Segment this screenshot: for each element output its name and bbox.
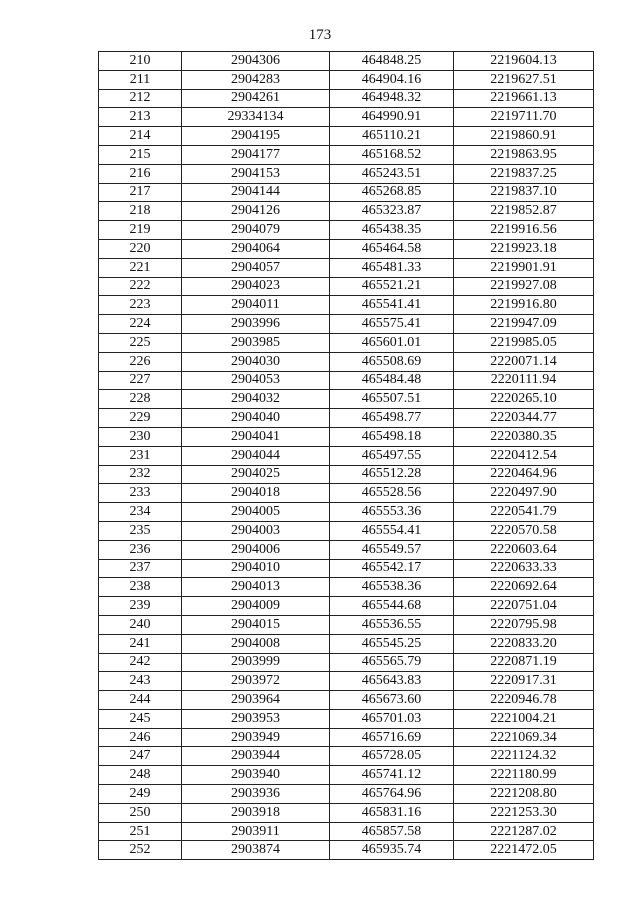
x-coordinate-cell: 465565.79 [330,653,454,672]
table-row [99,70,594,89]
x-coordinate-cell: 465243.51 [330,164,454,183]
y-coordinate-cell: 2219901.91 [454,258,594,277]
point-id-cell: 2904057 [182,258,330,277]
point-id-cell: 2904032 [182,390,330,409]
table-row [99,296,594,315]
point-id-cell: 2904008 [182,634,330,653]
point-number-cell: 237 [99,559,182,578]
y-coordinate-cell: 2219916.56 [454,221,594,240]
x-coordinate-cell: 465498.18 [330,427,454,446]
y-coordinate-cell: 2219852.87 [454,202,594,221]
y-coordinate-cell: 2221287.02 [454,822,594,841]
y-coordinate-cell: 2220692.64 [454,578,594,597]
point-id-cell: 2904005 [182,503,330,522]
x-coordinate-cell: 465268.85 [330,183,454,202]
point-number-cell: 221 [99,258,182,277]
x-coordinate-cell: 465857.58 [330,822,454,841]
point-number-cell: 219 [99,221,182,240]
y-coordinate-cell: 2219860.91 [454,127,594,146]
point-id-cell: 2904261 [182,89,330,108]
point-number-cell: 241 [99,634,182,653]
x-coordinate-cell: 465673.60 [330,691,454,710]
point-id-cell: 2904195 [182,127,330,146]
table-row [99,540,594,559]
table-row [99,597,594,616]
y-coordinate-cell: 2220570.58 [454,521,594,540]
table-row [99,766,594,785]
x-coordinate-cell: 465498.77 [330,409,454,428]
y-coordinate-cell: 2221472.05 [454,841,594,860]
x-coordinate-cell: 465542.17 [330,559,454,578]
point-number-cell: 211 [99,70,182,89]
y-coordinate-cell: 2220464.96 [454,465,594,484]
point-id-cell: 29334134 [182,108,330,127]
table-row [99,333,594,352]
y-coordinate-cell: 2219927.08 [454,277,594,296]
y-coordinate-cell: 2220917.31 [454,672,594,691]
x-coordinate-cell: 465935.74 [330,841,454,860]
y-coordinate-cell: 2219837.10 [454,183,594,202]
point-id-cell: 2904010 [182,559,330,578]
y-coordinate-cell: 2221253.30 [454,803,594,822]
point-number-cell: 226 [99,352,182,371]
table-row [99,578,594,597]
point-number-cell: 230 [99,427,182,446]
point-id-cell: 2903936 [182,785,330,804]
table-row [99,127,594,146]
point-number-cell: 246 [99,728,182,747]
x-coordinate-cell: 465601.01 [330,333,454,352]
point-number-cell: 228 [99,390,182,409]
table-row [99,371,594,390]
point-number-cell: 249 [99,785,182,804]
table-row [99,465,594,484]
x-coordinate-cell: 465549.57 [330,540,454,559]
y-coordinate-cell: 2221208.80 [454,785,594,804]
table-row [99,202,594,221]
point-id-cell: 2904283 [182,70,330,89]
point-id-cell: 2904064 [182,239,330,258]
point-id-cell: 2904013 [182,578,330,597]
y-coordinate-cell: 2220412.54 [454,446,594,465]
table-row [99,258,594,277]
x-coordinate-cell: 465521.21 [330,277,454,296]
table-row [99,352,594,371]
point-number-cell: 234 [99,503,182,522]
x-coordinate-cell: 465701.03 [330,709,454,728]
point-number-cell: 239 [99,597,182,616]
point-id-cell: 2904023 [182,277,330,296]
point-id-cell: 2903996 [182,315,330,334]
point-number-cell: 215 [99,145,182,164]
table-row [99,822,594,841]
x-coordinate-cell: 464990.91 [330,108,454,127]
y-coordinate-cell: 2220071.14 [454,352,594,371]
y-coordinate-cell: 2220871.19 [454,653,594,672]
point-number-cell: 223 [99,296,182,315]
point-id-cell: 2904003 [182,521,330,540]
y-coordinate-cell: 2220344.77 [454,409,594,428]
point-number-cell: 245 [99,709,182,728]
point-id-cell: 2904144 [182,183,330,202]
page-number: 173 [308,27,332,43]
table-row [99,277,594,296]
table-row [99,315,594,334]
point-id-cell: 2903972 [182,672,330,691]
point-number-cell: 233 [99,484,182,503]
table-row [99,803,594,822]
table-row [99,615,594,634]
table-row [99,503,594,522]
y-coordinate-cell: 2221124.32 [454,747,594,766]
table-row [99,427,594,446]
x-coordinate-cell: 464848.25 [330,52,454,71]
point-number-cell: 238 [99,578,182,597]
y-coordinate-cell: 2219863.95 [454,145,594,164]
y-coordinate-cell: 2220380.35 [454,427,594,446]
table-row [99,484,594,503]
x-coordinate-cell: 465545.25 [330,634,454,653]
x-coordinate-cell: 465554.41 [330,521,454,540]
x-coordinate-cell: 465716.69 [330,728,454,747]
x-coordinate-cell: 465528.56 [330,484,454,503]
y-coordinate-cell: 2219985.05 [454,333,594,352]
point-number-cell: 217 [99,183,182,202]
y-coordinate-cell: 2220833.20 [454,634,594,653]
point-id-cell: 2904009 [182,597,330,616]
point-id-cell: 2904126 [182,202,330,221]
coordinates-table [98,51,594,860]
point-id-cell: 2904041 [182,427,330,446]
x-coordinate-cell: 465643.83 [330,672,454,691]
table-row [99,390,594,409]
point-id-cell: 2904018 [182,484,330,503]
point-id-cell: 2904030 [182,352,330,371]
x-coordinate-cell: 464904.16 [330,70,454,89]
y-coordinate-cell: 2220265.10 [454,390,594,409]
point-id-cell: 2903940 [182,766,330,785]
table-row [99,52,594,71]
point-id-cell: 2903874 [182,841,330,860]
x-coordinate-cell: 465484.48 [330,371,454,390]
x-coordinate-cell: 465512.28 [330,465,454,484]
point-number-cell: 214 [99,127,182,146]
table-row [99,728,594,747]
coordinates-table-body [99,52,594,860]
point-id-cell: 2903953 [182,709,330,728]
table-row [99,521,594,540]
point-id-cell: 2903944 [182,747,330,766]
x-coordinate-cell: 465481.33 [330,258,454,277]
point-number-cell: 229 [99,409,182,428]
point-id-cell: 2903985 [182,333,330,352]
table-row [99,239,594,258]
x-coordinate-cell: 465110.21 [330,127,454,146]
point-number-cell: 252 [99,841,182,860]
point-id-cell: 2903949 [182,728,330,747]
table-row [99,672,594,691]
table-row [99,747,594,766]
y-coordinate-cell: 2220541.79 [454,503,594,522]
y-coordinate-cell: 2219627.51 [454,70,594,89]
point-id-cell: 2903964 [182,691,330,710]
point-number-cell: 224 [99,315,182,334]
x-coordinate-cell: 465553.36 [330,503,454,522]
table-row [99,145,594,164]
point-number-cell: 247 [99,747,182,766]
point-number-cell: 242 [99,653,182,672]
point-number-cell: 210 [99,52,182,71]
x-coordinate-cell: 465323.87 [330,202,454,221]
table-row [99,108,594,127]
table-row [99,446,594,465]
y-coordinate-cell: 2220497.90 [454,484,594,503]
point-number-cell: 232 [99,465,182,484]
table-row [99,89,594,108]
x-coordinate-cell: 465764.96 [330,785,454,804]
point-number-cell: 248 [99,766,182,785]
point-number-cell: 213 [99,108,182,127]
point-id-cell: 2903918 [182,803,330,822]
point-number-cell: 222 [99,277,182,296]
x-coordinate-cell: 465464.58 [330,239,454,258]
point-id-cell: 2904177 [182,145,330,164]
x-coordinate-cell: 465541.41 [330,296,454,315]
y-coordinate-cell: 2220795.98 [454,615,594,634]
y-coordinate-cell: 2220946.78 [454,691,594,710]
point-number-cell: 216 [99,164,182,183]
point-id-cell: 2903999 [182,653,330,672]
point-number-cell: 235 [99,521,182,540]
point-number-cell: 227 [99,371,182,390]
x-coordinate-cell: 465438.35 [330,221,454,240]
table-row [99,409,594,428]
point-id-cell: 2904025 [182,465,330,484]
point-id-cell: 2904015 [182,615,330,634]
table-row [99,221,594,240]
y-coordinate-cell: 2219916.80 [454,296,594,315]
y-coordinate-cell: 2219923.18 [454,239,594,258]
x-coordinate-cell: 465575.41 [330,315,454,334]
point-id-cell: 2903911 [182,822,330,841]
point-id-cell: 2904044 [182,446,330,465]
x-coordinate-cell: 465728.05 [330,747,454,766]
y-coordinate-cell: 2220633.33 [454,559,594,578]
y-coordinate-cell: 2220111.94 [454,371,594,390]
y-coordinate-cell: 2221004.21 [454,709,594,728]
point-number-cell: 240 [99,615,182,634]
y-coordinate-cell: 2220603.64 [454,540,594,559]
y-coordinate-cell: 2219604.13 [454,52,594,71]
point-id-cell: 2904153 [182,164,330,183]
point-number-cell: 236 [99,540,182,559]
table-row [99,634,594,653]
table-row [99,164,594,183]
x-coordinate-cell: 465168.52 [330,145,454,164]
y-coordinate-cell: 2219947.09 [454,315,594,334]
x-coordinate-cell: 465508.69 [330,352,454,371]
point-number-cell: 220 [99,239,182,258]
point-number-cell: 218 [99,202,182,221]
x-coordinate-cell: 465538.36 [330,578,454,597]
x-coordinate-cell: 465497.55 [330,446,454,465]
point-id-cell: 2904079 [182,221,330,240]
table-row [99,709,594,728]
point-number-cell: 251 [99,822,182,841]
y-coordinate-cell: 2221180.99 [454,766,594,785]
point-number-cell: 250 [99,803,182,822]
point-number-cell: 243 [99,672,182,691]
y-coordinate-cell: 2219711.70 [454,108,594,127]
x-coordinate-cell: 464948.32 [330,89,454,108]
y-coordinate-cell: 2219837.25 [454,164,594,183]
point-number-cell: 225 [99,333,182,352]
y-coordinate-cell: 2220751.04 [454,597,594,616]
point-number-cell: 212 [99,89,182,108]
x-coordinate-cell: 465544.68 [330,597,454,616]
x-coordinate-cell: 465507.51 [330,390,454,409]
y-coordinate-cell: 2221069.34 [454,728,594,747]
table-row [99,559,594,578]
point-number-cell: 231 [99,446,182,465]
table-row [99,785,594,804]
point-number-cell: 244 [99,691,182,710]
point-id-cell: 2904306 [182,52,330,71]
table-row [99,653,594,672]
point-id-cell: 2904040 [182,409,330,428]
table-row [99,691,594,710]
x-coordinate-cell: 465536.55 [330,615,454,634]
point-id-cell: 2904011 [182,296,330,315]
table-row [99,841,594,860]
x-coordinate-cell: 465831.16 [330,803,454,822]
x-coordinate-cell: 465741.12 [330,766,454,785]
point-id-cell: 2904006 [182,540,330,559]
table-row [99,183,594,202]
y-coordinate-cell: 2219661.13 [454,89,594,108]
point-id-cell: 2904053 [182,371,330,390]
